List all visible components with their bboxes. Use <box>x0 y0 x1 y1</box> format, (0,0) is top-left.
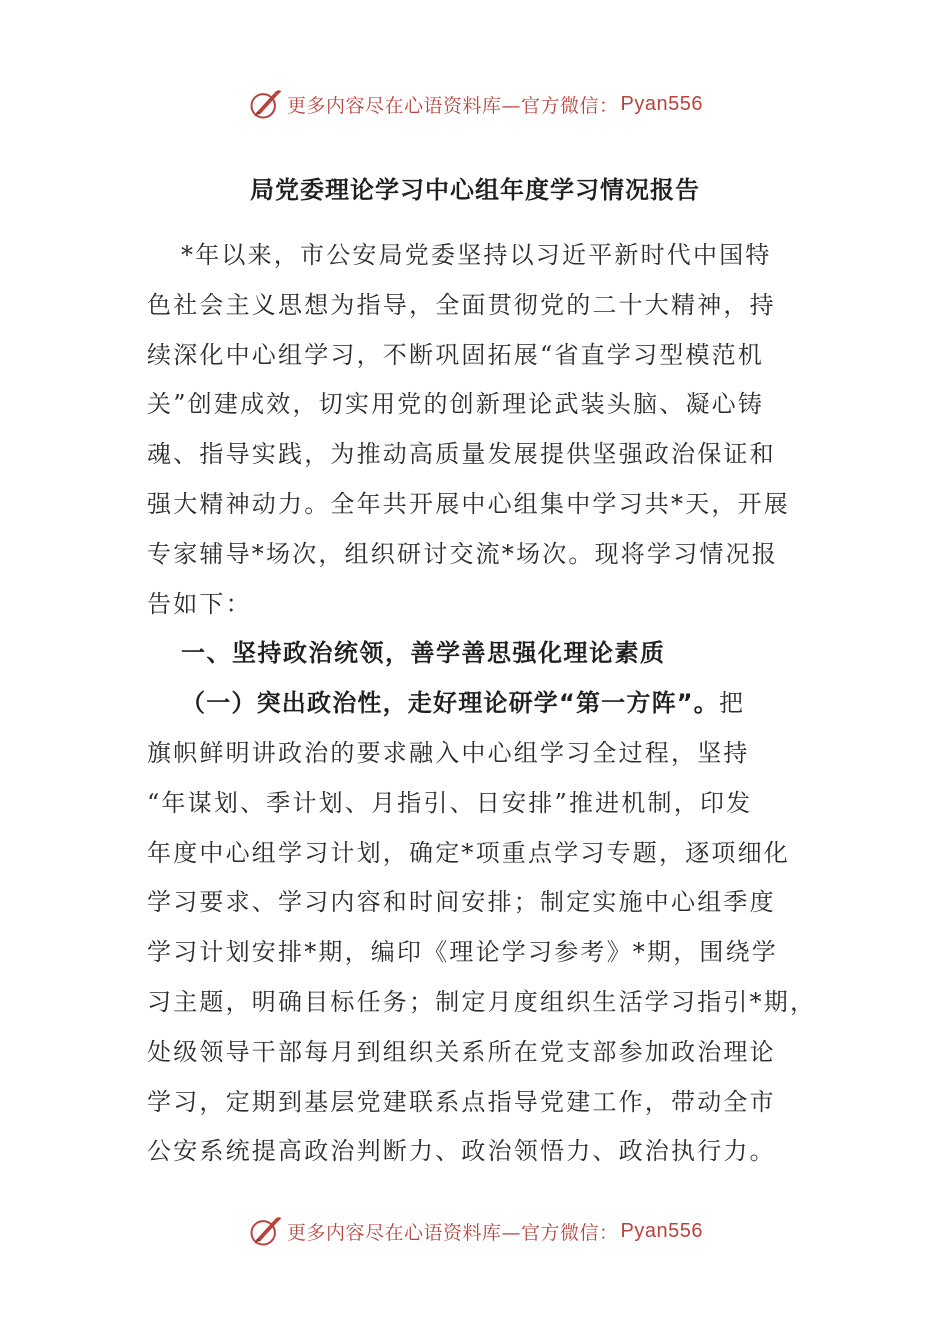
paragraph-line: 学习，定期到基层党建联系点指导党建工作，带动全市 <box>147 1087 776 1116</box>
section-heading: 一、坚持政治统领，善学善思强化理论素质 <box>181 639 666 668</box>
paragraph-line: 魂、指导实践，为推动高质量发展提供坚强政治保证和 <box>147 440 776 469</box>
paragraph-line: 色社会主义思想为指导，全面贯彻党的二十大精神，持 <box>147 290 776 319</box>
paragraph-line: 专家辅导*场次，组织研讨交流*场次。现将学习情况报 <box>147 539 778 568</box>
paragraph-line: 续深化中心组学习，不断巩固拓展“省直学习型模范机 <box>147 340 765 369</box>
quill-pen-seal-icon <box>247 86 283 122</box>
watermark-text: 更多内容尽在心语资料库—官方微信： <box>287 94 619 117</box>
paragraph-line: 处级领导干部每月到组织关系所在党支部参加政治理论 <box>147 1037 776 1066</box>
paragraph-line: 年度中心组学习计划，确定*项重点学习专题，逐项细化 <box>147 838 790 867</box>
paragraph-line: 公安系统提高政治判断力、政治领悟力、政治执行力。 <box>147 1137 776 1166</box>
document-title: 局党委理论学习中心组年度学习情况报告 <box>250 175 700 204</box>
paragraph-line: 告如下： <box>147 589 252 618</box>
paragraph-line: “年谋划、季计划、月指引、日安排”推进机制，印发 <box>147 788 753 817</box>
watermark-wechat-id: Pyan556 <box>620 92 703 115</box>
subsection-first-line <box>147 679 787 729</box>
watermark-text: 更多内容尽在心语资料库—官方微信： <box>287 1221 619 1244</box>
paragraph-line: *年以来，市公安局党委坚持以习近平新时代中国特 <box>181 241 772 269</box>
paragraph-line: 关”创建成效，切实用党的创新理论武装头脑、凝心铸 <box>147 390 765 419</box>
watermark-footer <box>0 1211 950 1251</box>
paragraph-line: 强大精神动力。全年共开展中心组集中学习共*天，开展 <box>147 489 790 518</box>
watermark-wechat-id: Pyan556 <box>620 1219 703 1242</box>
paragraph-line: 学习计划安排*期，编印《理论学习参考》*期，围绕学 <box>147 938 778 967</box>
document-body <box>147 231 817 1177</box>
paragraph-line: 旗帜鲜明讲政治的要求融入中心组学习全过程，坚持 <box>147 738 750 767</box>
paragraph-line: 学习要求、学习内容和时间安排；制定实施中心组季度 <box>147 888 776 917</box>
subsection-heading: （一）突出政治性，走好理论研学“第一方阵”。 <box>181 689 719 718</box>
quill-pen-seal-icon <box>247 1213 283 1249</box>
watermark-header <box>0 84 950 124</box>
paragraph-line: 习主题，明确目标任务；制定月度组织生活学习指引*期， <box>147 987 817 1016</box>
subsection-first-tail: 把 <box>718 689 746 718</box>
